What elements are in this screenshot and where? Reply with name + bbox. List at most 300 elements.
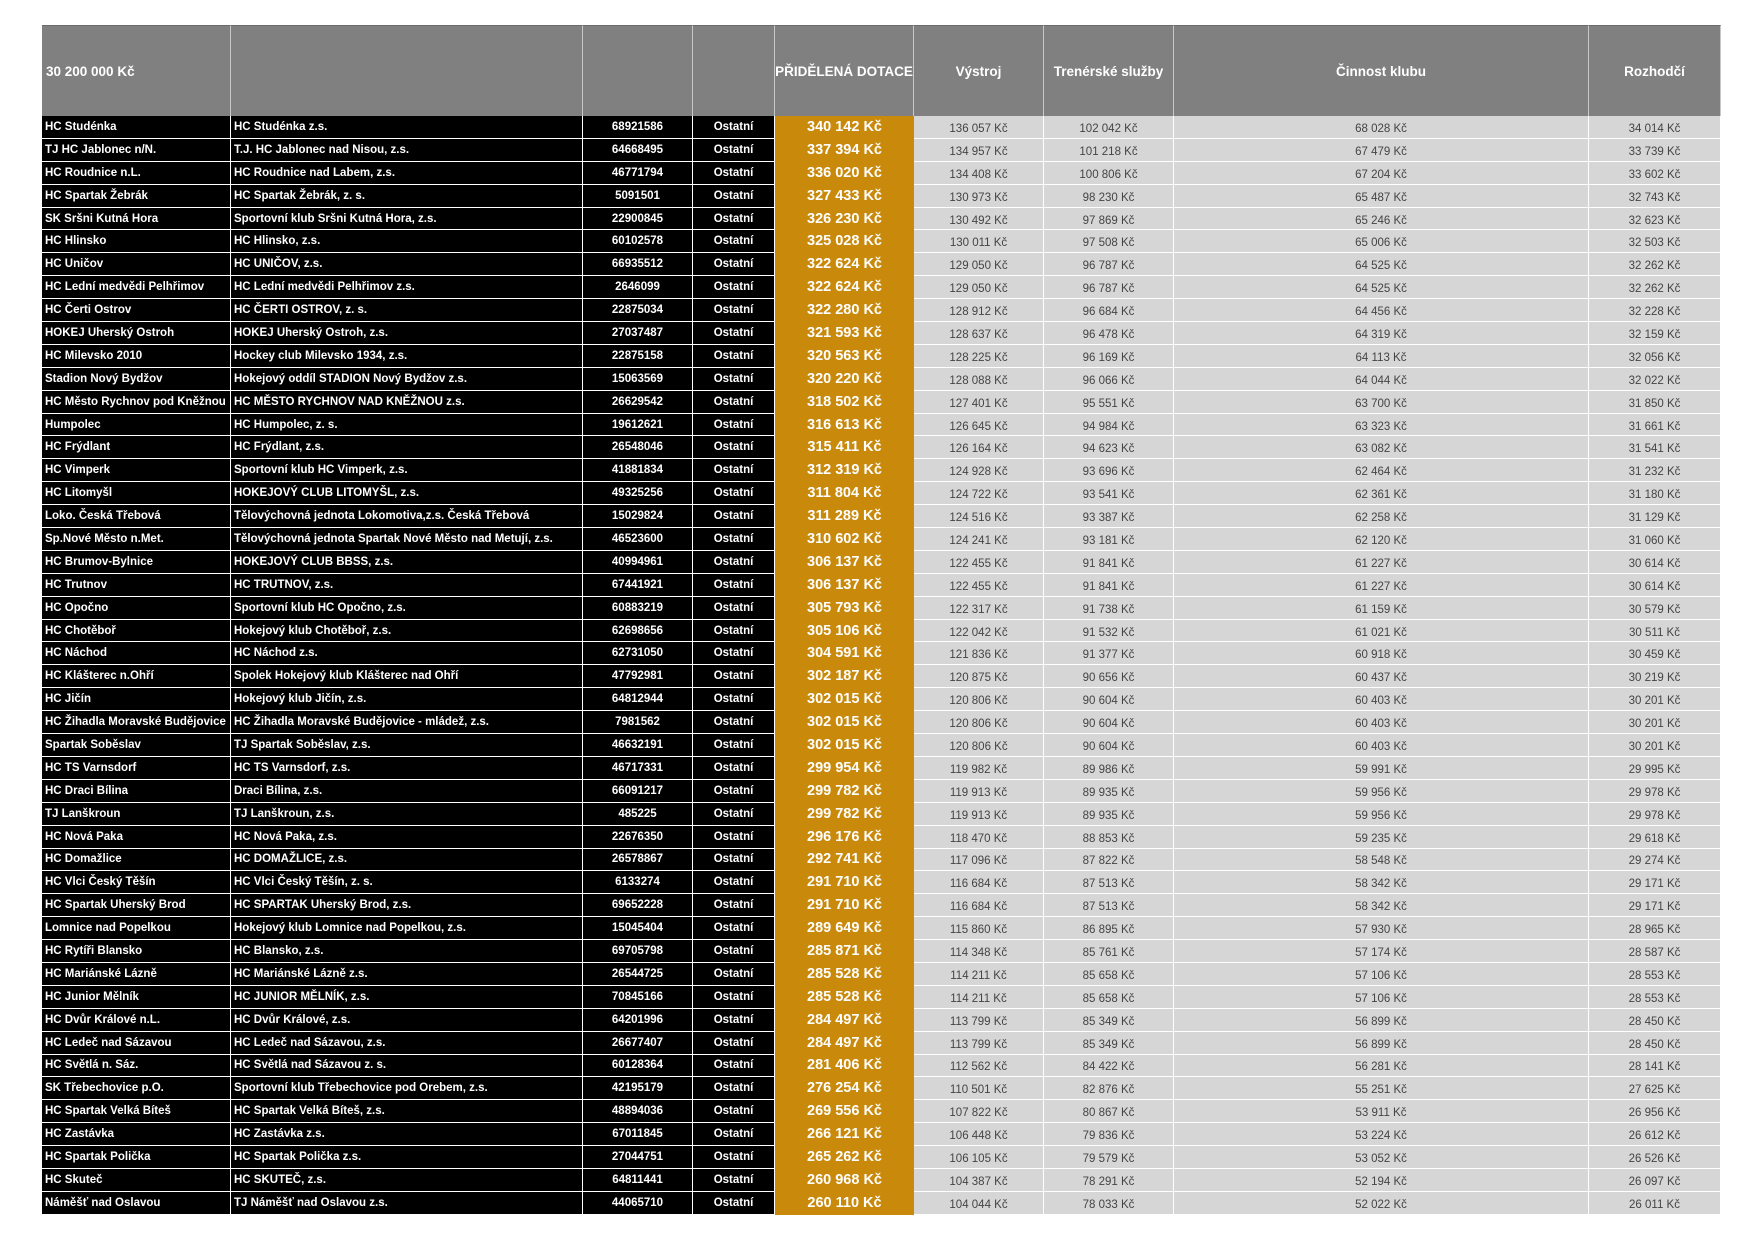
table-row xyxy=(42,253,1721,276)
cell-coaching: 89 935 Kč xyxy=(1044,780,1174,803)
table-body xyxy=(42,116,1721,1215)
cell-equipment: 134 408 Kč xyxy=(914,162,1044,185)
cell-equipment: 119 913 Kč xyxy=(914,803,1044,826)
cell-club: HC Mariánské Lázně xyxy=(42,963,231,986)
cell-club: HC Žihadla Moravské Budějovice xyxy=(42,711,231,734)
cell-club-activity: 68 028 Kč xyxy=(1174,116,1589,139)
table-row xyxy=(42,230,1721,253)
cell-ico: 22875158 xyxy=(583,345,693,368)
cell-allocated-subsidy: 321 593 Kč xyxy=(775,322,914,345)
cell-referees: 33 739 Kč xyxy=(1589,139,1721,162)
cell-legal-name: HC Ledeč nad Sázavou, z.s. xyxy=(231,1032,583,1055)
cell-allocated-subsidy: 281 406 Kč xyxy=(775,1055,914,1078)
cell-ico: 66935512 xyxy=(583,253,693,276)
cell-equipment: 130 973 Kč xyxy=(914,185,1044,208)
cell-equipment: 114 348 Kč xyxy=(914,940,1044,963)
cell-equipment: 120 806 Kč xyxy=(914,688,1044,711)
cell-club: HC Zastávka xyxy=(42,1123,231,1146)
cell-club-activity: 64 319 Kč xyxy=(1174,322,1589,345)
cell-equipment: 118 470 Kč xyxy=(914,826,1044,849)
cell-club: Lomnice nad Popelkou xyxy=(42,917,231,940)
cell-club-activity: 56 899 Kč xyxy=(1174,1009,1589,1032)
cell-category: Ostatní xyxy=(693,116,775,139)
cell-allocated-subsidy: 276 254 Kč xyxy=(775,1077,914,1100)
cell-club-activity: 52 022 Kč xyxy=(1174,1192,1589,1215)
table-row xyxy=(42,208,1721,231)
cell-club-activity: 59 991 Kč xyxy=(1174,757,1589,780)
cell-allocated-subsidy: 291 710 Kč xyxy=(775,894,914,917)
cell-equipment: 114 211 Kč xyxy=(914,986,1044,1009)
cell-allocated-subsidy: 285 528 Kč xyxy=(775,986,914,1009)
table-row xyxy=(42,963,1721,986)
cell-category: Ostatní xyxy=(693,253,775,276)
cell-ico: 26578867 xyxy=(583,849,693,872)
cell-category: Ostatní xyxy=(693,345,775,368)
cell-referees: 32 022 Kč xyxy=(1589,368,1721,391)
cell-ico: 47792981 xyxy=(583,665,693,688)
cell-legal-name: Hokejový klub Jičín, z.s. xyxy=(231,688,583,711)
cell-equipment: 120 806 Kč xyxy=(914,711,1044,734)
cell-category: Ostatní xyxy=(693,665,775,688)
cell-referees: 28 587 Kč xyxy=(1589,940,1721,963)
cell-ico: 41881834 xyxy=(583,459,693,482)
cell-equipment: 124 241 Kč xyxy=(914,528,1044,551)
cell-ico: 42195179 xyxy=(583,1077,693,1100)
cell-allocated-subsidy: 260 968 Kč xyxy=(775,1169,914,1192)
cell-equipment: 134 957 Kč xyxy=(914,139,1044,162)
cell-allocated-subsidy: 337 394 Kč xyxy=(775,139,914,162)
cell-allocated-subsidy: 269 556 Kč xyxy=(775,1100,914,1123)
cell-allocated-subsidy: 285 528 Kč xyxy=(775,963,914,986)
cell-coaching: 84 422 Kč xyxy=(1044,1055,1174,1078)
cell-coaching: 98 230 Kč xyxy=(1044,185,1174,208)
cell-ico: 64812944 xyxy=(583,688,693,711)
cell-ico: 26677407 xyxy=(583,1032,693,1055)
cell-referees: 31 541 Kč xyxy=(1589,436,1721,459)
cell-referees: 32 503 Kč xyxy=(1589,230,1721,253)
cell-equipment: 120 806 Kč xyxy=(914,734,1044,757)
cell-club-activity: 60 918 Kč xyxy=(1174,642,1589,665)
cell-equipment: 117 096 Kč xyxy=(914,849,1044,872)
cell-referees: 28 450 Kč xyxy=(1589,1032,1721,1055)
cell-equipment: 116 684 Kč xyxy=(914,871,1044,894)
cell-ico: 40994961 xyxy=(583,551,693,574)
cell-club-activity: 63 323 Kč xyxy=(1174,414,1589,437)
cell-equipment: 124 928 Kč xyxy=(914,459,1044,482)
cell-legal-name: TJ Spartak Soběslav, z.s. xyxy=(231,734,583,757)
cell-club-activity: 61 227 Kč xyxy=(1174,574,1589,597)
cell-referees: 30 614 Kč xyxy=(1589,574,1721,597)
cell-club-activity: 57 174 Kč xyxy=(1174,940,1589,963)
cell-club: HC Spartak Polička xyxy=(42,1146,231,1169)
cell-equipment: 114 211 Kč xyxy=(914,963,1044,986)
cell-club-activity: 56 899 Kč xyxy=(1174,1032,1589,1055)
cell-category: Ostatní xyxy=(693,871,775,894)
cell-referees: 30 579 Kč xyxy=(1589,597,1721,620)
cell-allocated-subsidy: 304 591 Kč xyxy=(775,642,914,665)
cell-referees: 31 129 Kč xyxy=(1589,505,1721,528)
cell-category: Ostatní xyxy=(693,230,775,253)
cell-club-activity: 59 235 Kč xyxy=(1174,826,1589,849)
cell-coaching: 85 349 Kč xyxy=(1044,1009,1174,1032)
cell-category: Ostatní xyxy=(693,1077,775,1100)
table-row xyxy=(42,368,1721,391)
cell-legal-name: HC Lední medvědi Pelhřimov z.s. xyxy=(231,276,583,299)
cell-legal-name: HC Zastávka z.s. xyxy=(231,1123,583,1146)
cell-referees: 30 201 Kč xyxy=(1589,734,1721,757)
cell-coaching: 101 218 Kč xyxy=(1044,139,1174,162)
cell-ico: 64201996 xyxy=(583,1009,693,1032)
cell-club-activity: 57 106 Kč xyxy=(1174,963,1589,986)
cell-club: Náměšť nad Oslavou xyxy=(42,1192,231,1215)
cell-club: Humpolec xyxy=(42,414,231,437)
table-row xyxy=(42,871,1721,894)
cell-coaching: 91 841 Kč xyxy=(1044,574,1174,597)
cell-equipment: 121 836 Kč xyxy=(914,642,1044,665)
cell-club-activity: 61 159 Kč xyxy=(1174,597,1589,620)
cell-ico: 46771794 xyxy=(583,162,693,185)
cell-allocated-subsidy: 285 871 Kč xyxy=(775,940,914,963)
cell-referees: 26 526 Kč xyxy=(1589,1146,1721,1169)
cell-club: HC Dvůr Králové n.L. xyxy=(42,1009,231,1032)
header-col-club-activity: Činnost klubu xyxy=(1174,25,1589,116)
cell-club-activity: 59 956 Kč xyxy=(1174,780,1589,803)
cell-allocated-subsidy: 260 110 Kč xyxy=(775,1192,914,1215)
table-row xyxy=(42,276,1721,299)
cell-club: HC Čerti Ostrov xyxy=(42,299,231,322)
cell-allocated-subsidy: 311 804 Kč xyxy=(775,482,914,505)
cell-coaching: 93 696 Kč xyxy=(1044,459,1174,482)
cell-coaching: 87 822 Kč xyxy=(1044,849,1174,872)
cell-allocated-subsidy: 284 497 Kč xyxy=(775,1009,914,1032)
cell-category: Ostatní xyxy=(693,620,775,643)
cell-legal-name: HC Spartak Velká Bíteš, z.s. xyxy=(231,1100,583,1123)
cell-club: Loko. Česká Třebová xyxy=(42,505,231,528)
cell-allocated-subsidy: 284 497 Kč xyxy=(775,1032,914,1055)
cell-allocated-subsidy: 320 563 Kč xyxy=(775,345,914,368)
cell-category: Ostatní xyxy=(693,688,775,711)
cell-club-activity: 64 525 Kč xyxy=(1174,253,1589,276)
cell-referees: 32 623 Kč xyxy=(1589,208,1721,231)
cell-category: Ostatní xyxy=(693,734,775,757)
cell-ico: 15045404 xyxy=(583,917,693,940)
cell-category: Ostatní xyxy=(693,139,775,162)
table-row xyxy=(42,803,1721,826)
cell-club-activity: 60 403 Kč xyxy=(1174,711,1589,734)
cell-club: HC Náchod xyxy=(42,642,231,665)
cell-equipment: 115 860 Kč xyxy=(914,917,1044,940)
cell-coaching: 79 579 Kč xyxy=(1044,1146,1174,1169)
cell-club: HC Rytíři Blansko xyxy=(42,940,231,963)
cell-category: Ostatní xyxy=(693,1146,775,1169)
cell-coaching: 85 658 Kč xyxy=(1044,986,1174,1009)
cell-coaching: 91 841 Kč xyxy=(1044,551,1174,574)
cell-allocated-subsidy: 266 121 Kč xyxy=(775,1123,914,1146)
cell-allocated-subsidy: 312 319 Kč xyxy=(775,459,914,482)
cell-legal-name: Hokejový klub Chotěboř, z.s. xyxy=(231,620,583,643)
cell-club-activity: 56 281 Kč xyxy=(1174,1055,1589,1078)
cell-club: HC Opočno xyxy=(42,597,231,620)
cell-category: Ostatní xyxy=(693,757,775,780)
cell-category: Ostatní xyxy=(693,1100,775,1123)
table-row xyxy=(42,688,1721,711)
cell-equipment: 107 822 Kč xyxy=(914,1100,1044,1123)
cell-coaching: 97 508 Kč xyxy=(1044,230,1174,253)
cell-club-activity: 58 342 Kč xyxy=(1174,871,1589,894)
cell-coaching: 97 869 Kč xyxy=(1044,208,1174,231)
cell-ico: 22676350 xyxy=(583,826,693,849)
cell-category: Ostatní xyxy=(693,459,775,482)
cell-category: Ostatní xyxy=(693,642,775,665)
table-row xyxy=(42,459,1721,482)
table-row xyxy=(42,665,1721,688)
table-row xyxy=(42,849,1721,872)
cell-legal-name: Tělovýchovná jednota Lokomotiva,z.s. Česká Třebová xyxy=(231,505,583,528)
cell-referees: 26 097 Kč xyxy=(1589,1169,1721,1192)
cell-category: Ostatní xyxy=(693,986,775,1009)
cell-club: SK Sršni Kutná Hora xyxy=(42,208,231,231)
table-row xyxy=(42,436,1721,459)
cell-equipment: 120 875 Kč xyxy=(914,665,1044,688)
cell-club-activity: 62 120 Kč xyxy=(1174,528,1589,551)
cell-ico: 60128364 xyxy=(583,1055,693,1078)
cell-legal-name: HC Blansko, z.s. xyxy=(231,940,583,963)
cell-legal-name: Sportovní klub Sršni Kutná Hora, z.s. xyxy=(231,208,583,231)
table-row xyxy=(42,780,1721,803)
cell-ico: 485225 xyxy=(583,803,693,826)
cell-allocated-subsidy: 325 028 Kč xyxy=(775,230,914,253)
cell-club-activity: 65 487 Kč xyxy=(1174,185,1589,208)
cell-legal-name: Sportovní klub HC Opočno, z.s. xyxy=(231,597,583,620)
cell-referees: 29 171 Kč xyxy=(1589,894,1721,917)
cell-club-activity: 64 456 Kč xyxy=(1174,299,1589,322)
table-row xyxy=(42,139,1721,162)
cell-club-activity: 62 258 Kč xyxy=(1174,505,1589,528)
table-row xyxy=(42,1077,1721,1100)
cell-legal-name: HC Roudnice nad Labem, z.s. xyxy=(231,162,583,185)
cell-coaching: 78 033 Kč xyxy=(1044,1192,1174,1215)
cell-ico: 19612621 xyxy=(583,414,693,437)
cell-club: HC TS Varnsdorf xyxy=(42,757,231,780)
cell-club: HC Klášterec n.Ohří xyxy=(42,665,231,688)
cell-legal-name: HC UNIČOV, z.s. xyxy=(231,253,583,276)
table-row xyxy=(42,528,1721,551)
cell-referees: 30 219 Kč xyxy=(1589,665,1721,688)
cell-equipment: 127 401 Kč xyxy=(914,391,1044,414)
table-row xyxy=(42,482,1721,505)
cell-equipment: 122 042 Kč xyxy=(914,620,1044,643)
cell-category: Ostatní xyxy=(693,162,775,185)
cell-coaching: 87 513 Kč xyxy=(1044,871,1174,894)
cell-referees: 28 965 Kč xyxy=(1589,917,1721,940)
cell-allocated-subsidy: 296 176 Kč xyxy=(775,826,914,849)
cell-allocated-subsidy: 291 710 Kč xyxy=(775,871,914,894)
cell-referees: 29 618 Kč xyxy=(1589,826,1721,849)
cell-coaching: 96 169 Kč xyxy=(1044,345,1174,368)
cell-coaching: 91 532 Kč xyxy=(1044,620,1174,643)
cell-legal-name: HC Spartak Polička z.s. xyxy=(231,1146,583,1169)
cell-ico: 60102578 xyxy=(583,230,693,253)
cell-referees: 32 743 Kč xyxy=(1589,185,1721,208)
cell-legal-name: HC TRUTNOV, z.s. xyxy=(231,574,583,597)
cell-legal-name: HC Dvůr Králové, z.s. xyxy=(231,1009,583,1032)
cell-ico: 66091217 xyxy=(583,780,693,803)
cell-equipment: 119 982 Kč xyxy=(914,757,1044,780)
cell-ico: 26548046 xyxy=(583,436,693,459)
cell-equipment: 104 387 Kč xyxy=(914,1169,1044,1192)
cell-club-activity: 60 403 Kč xyxy=(1174,734,1589,757)
cell-equipment: 122 317 Kč xyxy=(914,597,1044,620)
cell-allocated-subsidy: 327 433 Kč xyxy=(775,185,914,208)
cell-club-activity: 60 437 Kč xyxy=(1174,665,1589,688)
table-row xyxy=(42,642,1721,665)
cell-category: Ostatní xyxy=(693,803,775,826)
cell-ico: 62731050 xyxy=(583,642,693,665)
cell-legal-name: HC Mariánské Lázně z.s. xyxy=(231,963,583,986)
table-row xyxy=(42,162,1721,185)
cell-club-activity: 67 479 Kč xyxy=(1174,139,1589,162)
cell-category: Ostatní xyxy=(693,414,775,437)
cell-coaching: 80 867 Kč xyxy=(1044,1100,1174,1123)
cell-club: HC Lední medvědi Pelhřimov xyxy=(42,276,231,299)
cell-ico: 48894036 xyxy=(583,1100,693,1123)
cell-referees: 27 625 Kč xyxy=(1589,1077,1721,1100)
table-row xyxy=(42,711,1721,734)
cell-club: HC Vlci Český Těšín xyxy=(42,871,231,894)
cell-category: Ostatní xyxy=(693,849,775,872)
cell-legal-name: HC Humpolec, z. s. xyxy=(231,414,583,437)
table-row xyxy=(42,322,1721,345)
cell-referees: 26 612 Kč xyxy=(1589,1123,1721,1146)
cell-referees: 29 274 Kč xyxy=(1589,849,1721,872)
cell-allocated-subsidy: 265 262 Kč xyxy=(775,1146,914,1169)
cell-club: HC Trutnov xyxy=(42,574,231,597)
cell-allocated-subsidy: 316 613 Kč xyxy=(775,414,914,437)
cell-coaching: 85 349 Kč xyxy=(1044,1032,1174,1055)
cell-allocated-subsidy: 318 502 Kč xyxy=(775,391,914,414)
cell-legal-name: Hockey club Milevsko 1934, z.s. xyxy=(231,345,583,368)
table-row xyxy=(42,826,1721,849)
cell-ico: 67011845 xyxy=(583,1123,693,1146)
cell-equipment: 130 011 Kč xyxy=(914,230,1044,253)
cell-allocated-subsidy: 289 649 Kč xyxy=(775,917,914,940)
cell-referees: 28 141 Kč xyxy=(1589,1055,1721,1078)
cell-allocated-subsidy: 340 142 Kč xyxy=(775,116,914,139)
cell-coaching: 100 806 Kč xyxy=(1044,162,1174,185)
cell-club: SK Třebechovice p.O. xyxy=(42,1077,231,1100)
cell-legal-name: Tělovýchovná jednota Spartak Nové Město nad Metují, z.s. xyxy=(231,528,583,551)
cell-ico: 2646099 xyxy=(583,276,693,299)
cell-coaching: 96 787 Kč xyxy=(1044,276,1174,299)
cell-allocated-subsidy: 322 624 Kč xyxy=(775,276,914,299)
cell-equipment: 128 637 Kč xyxy=(914,322,1044,345)
cell-category: Ostatní xyxy=(693,391,775,414)
cell-category: Ostatní xyxy=(693,597,775,620)
cell-legal-name: HC Studénka z.s. xyxy=(231,116,583,139)
cell-legal-name: HC SPARTAK Uherský Brod, z.s. xyxy=(231,894,583,917)
cell-referees: 30 201 Kč xyxy=(1589,711,1721,734)
table-row xyxy=(42,620,1721,643)
table-row xyxy=(42,1146,1721,1169)
cell-club: Stadion Nový Bydžov xyxy=(42,368,231,391)
cell-coaching: 95 551 Kč xyxy=(1044,391,1174,414)
cell-referees: 31 661 Kč xyxy=(1589,414,1721,437)
cell-club: HC Litomyšl xyxy=(42,482,231,505)
cell-referees: 28 553 Kč xyxy=(1589,986,1721,1009)
cell-allocated-subsidy: 336 020 Kč xyxy=(775,162,914,185)
table-row xyxy=(42,185,1721,208)
header-col-ico xyxy=(583,25,693,116)
cell-club-activity: 53 911 Kč xyxy=(1174,1100,1589,1123)
cell-category: Ostatní xyxy=(693,1055,775,1078)
cell-club-activity: 57 106 Kč xyxy=(1174,986,1589,1009)
table-row xyxy=(42,574,1721,597)
cell-ico: 26544725 xyxy=(583,963,693,986)
cell-legal-name: HC Žihadla Moravské Budějovice - mládež, z.s. xyxy=(231,711,583,734)
cell-legal-name: TJ Náměšť nad Oslavou z.s. xyxy=(231,1192,583,1215)
cell-coaching: 91 377 Kč xyxy=(1044,642,1174,665)
cell-coaching: 91 738 Kč xyxy=(1044,597,1174,620)
cell-legal-name: Spolek Hokejový klub Klášterec nad Ohří xyxy=(231,665,583,688)
cell-legal-name: Hokejový klub Lomnice nad Popelkou, z.s. xyxy=(231,917,583,940)
cell-club-activity: 62 361 Kč xyxy=(1174,482,1589,505)
cell-ico: 67441921 xyxy=(583,574,693,597)
cell-equipment: 129 050 Kč xyxy=(914,276,1044,299)
cell-category: Ostatní xyxy=(693,894,775,917)
cell-equipment: 119 913 Kč xyxy=(914,780,1044,803)
cell-club: TJ Lanškroun xyxy=(42,803,231,826)
cell-category: Ostatní xyxy=(693,826,775,849)
cell-category: Ostatní xyxy=(693,436,775,459)
header-col-equipment: Výstroj xyxy=(914,25,1044,116)
cell-category: Ostatní xyxy=(693,276,775,299)
cell-club: HC Nová Paka xyxy=(42,826,231,849)
cell-allocated-subsidy: 292 741 Kč xyxy=(775,849,914,872)
cell-club-activity: 58 342 Kč xyxy=(1174,894,1589,917)
table-row xyxy=(42,551,1721,574)
cell-club-activity: 57 930 Kč xyxy=(1174,917,1589,940)
cell-club-activity: 64 113 Kč xyxy=(1174,345,1589,368)
cell-equipment: 136 057 Kč xyxy=(914,116,1044,139)
header-total-amount: 30 200 000 Kč xyxy=(42,25,231,116)
cell-equipment: 112 562 Kč xyxy=(914,1055,1044,1078)
cell-club-activity: 53 224 Kč xyxy=(1174,1123,1589,1146)
cell-allocated-subsidy: 302 015 Kč xyxy=(775,734,914,757)
cell-club: HC Draci Bílina xyxy=(42,780,231,803)
cell-allocated-subsidy: 311 289 Kč xyxy=(775,505,914,528)
cell-club: HC Frýdlant xyxy=(42,436,231,459)
cell-legal-name: HOKEJOVÝ CLUB BBSS, z.s. xyxy=(231,551,583,574)
cell-club: HC Junior Mělník xyxy=(42,986,231,1009)
cell-category: Ostatní xyxy=(693,368,775,391)
cell-equipment: 128 225 Kč xyxy=(914,345,1044,368)
cell-allocated-subsidy: 306 137 Kč xyxy=(775,551,914,574)
cell-category: Ostatní xyxy=(693,780,775,803)
cell-club-activity: 60 403 Kč xyxy=(1174,688,1589,711)
cell-legal-name: TJ Lanškroun, z.s. xyxy=(231,803,583,826)
header-col-category xyxy=(693,25,775,116)
cell-referees: 32 262 Kč xyxy=(1589,253,1721,276)
cell-club-activity: 59 956 Kč xyxy=(1174,803,1589,826)
cell-category: Ostatní xyxy=(693,940,775,963)
cell-category: Ostatní xyxy=(693,208,775,231)
cell-coaching: 90 604 Kč xyxy=(1044,688,1174,711)
cell-referees: 31 850 Kč xyxy=(1589,391,1721,414)
cell-allocated-subsidy: 299 782 Kč xyxy=(775,780,914,803)
cell-club-activity: 62 464 Kč xyxy=(1174,459,1589,482)
cell-ico: 27037487 xyxy=(583,322,693,345)
cell-club-activity: 58 548 Kč xyxy=(1174,849,1589,872)
